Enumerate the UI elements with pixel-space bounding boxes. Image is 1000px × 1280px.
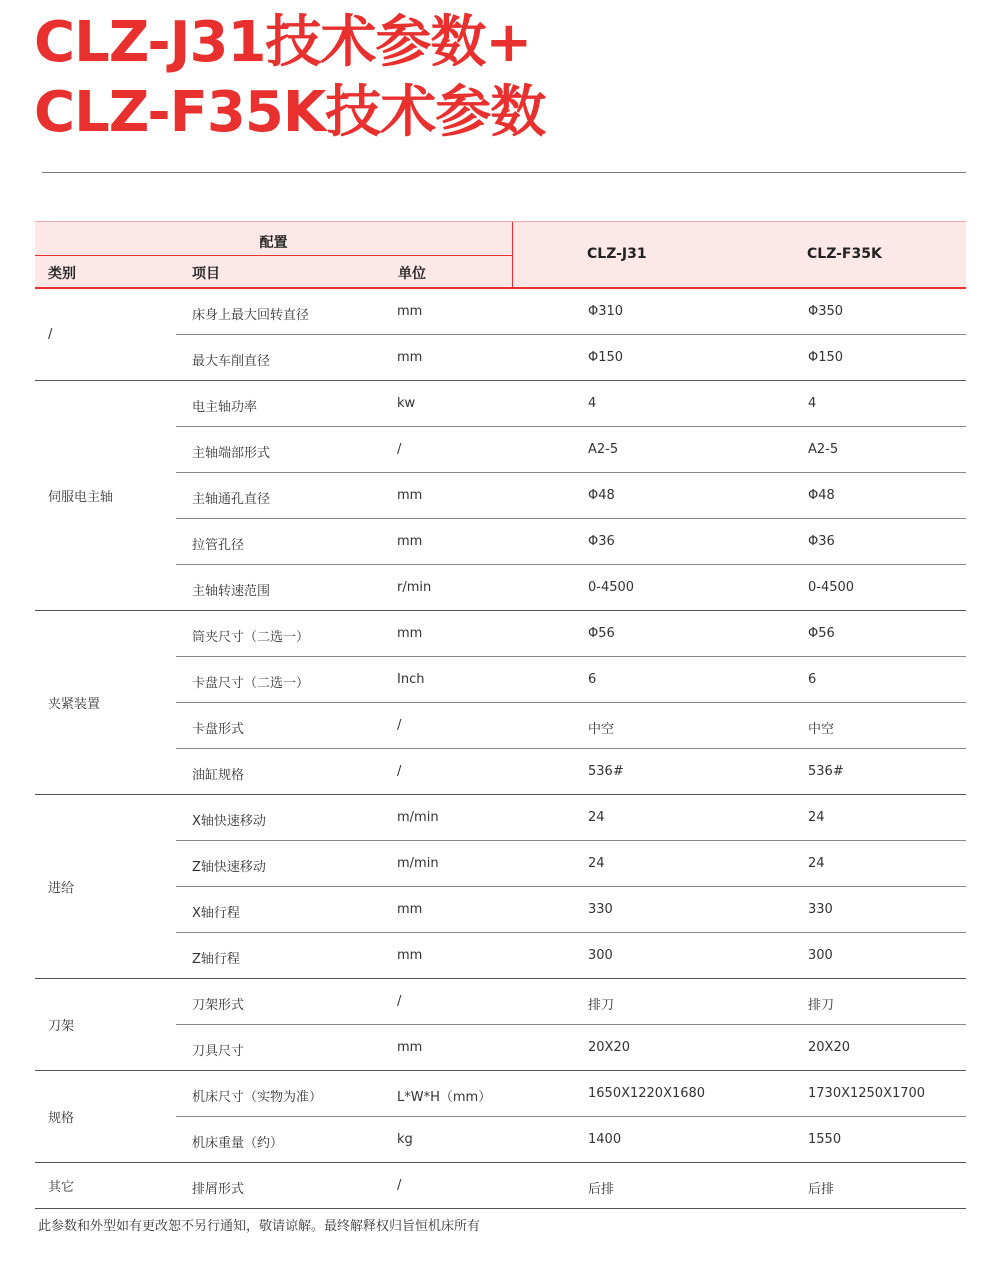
row-unit: mm bbox=[397, 1040, 423, 1055]
page-title-line-1: CLZ-J31技术参数+ bbox=[34, 10, 532, 75]
row-value-model-1: Φ56 bbox=[588, 626, 615, 641]
table-row bbox=[176, 473, 966, 519]
table-group bbox=[35, 979, 966, 1071]
row-value-model-1: Φ150 bbox=[588, 350, 624, 365]
row-value-model-2: 1550 bbox=[808, 1132, 842, 1147]
page-title-line-2: CLZ-F35K技术参数 bbox=[34, 80, 546, 145]
table-group bbox=[35, 1071, 966, 1163]
row-value-model-1: Φ36 bbox=[588, 534, 615, 549]
row-unit: mm bbox=[397, 902, 423, 917]
row-unit: m/min bbox=[397, 856, 439, 871]
row-value-model-1: 20X20 bbox=[588, 1040, 630, 1055]
group-category: 其它 bbox=[48, 1180, 75, 1195]
row-value-model-2: 中空 bbox=[808, 722, 835, 737]
page-title bbox=[34, 8, 545, 148]
row-item: 主轴通孔直径 bbox=[192, 492, 271, 507]
row-unit: mm bbox=[397, 304, 423, 319]
table-row bbox=[176, 933, 966, 978]
header-config: 配置 bbox=[259, 235, 288, 251]
group-category: 刀架 bbox=[48, 1019, 75, 1034]
row-item: 最大车削直径 bbox=[192, 354, 271, 369]
header-unit: 单位 bbox=[398, 266, 426, 282]
row-unit: Inch bbox=[397, 672, 425, 687]
row-value-model-2: 4 bbox=[808, 396, 817, 411]
row-value-model-1: 中空 bbox=[588, 722, 615, 737]
row-value-model-1: A2-5 bbox=[588, 442, 619, 457]
group-category: 夹紧装置 bbox=[48, 697, 101, 712]
table-row bbox=[176, 703, 966, 749]
row-value-model-1: 300 bbox=[588, 948, 613, 963]
row-unit: mm bbox=[397, 626, 423, 641]
row-value-model-2: 20X20 bbox=[808, 1040, 850, 1055]
group-category: 规格 bbox=[48, 1111, 75, 1126]
row-item: 主轴转速范围 bbox=[192, 584, 271, 599]
row-value-model-1: 24 bbox=[588, 810, 605, 825]
group-category: 进给 bbox=[48, 881, 75, 896]
table-row bbox=[176, 795, 966, 841]
table-group bbox=[35, 611, 966, 795]
row-value-model-2: Φ350 bbox=[808, 304, 844, 319]
row-unit: / bbox=[397, 1178, 402, 1193]
row-unit: / bbox=[397, 994, 402, 1009]
table-row bbox=[176, 1117, 966, 1162]
row-value-model-2: 排刀 bbox=[808, 998, 835, 1013]
row-item: 刀具尺寸 bbox=[192, 1044, 245, 1059]
table-group bbox=[35, 289, 966, 381]
table-row bbox=[176, 611, 966, 657]
row-unit: / bbox=[397, 764, 402, 779]
row-value-model-1: Φ48 bbox=[588, 488, 615, 503]
row-value-model-2: Φ36 bbox=[808, 534, 835, 549]
row-value-model-1: 后排 bbox=[588, 1182, 615, 1197]
table-row bbox=[176, 1163, 966, 1208]
row-item: 卡盘形式 bbox=[192, 722, 245, 737]
row-item: 主轴端部形式 bbox=[192, 446, 271, 461]
row-item: 筒夹尺寸（二选一） bbox=[192, 630, 310, 645]
row-unit: L*W*H（mm） bbox=[397, 1090, 492, 1105]
row-unit: mm bbox=[397, 350, 423, 365]
table-row bbox=[176, 335, 966, 380]
row-value-model-2: Φ48 bbox=[808, 488, 835, 503]
row-value-model-2: 24 bbox=[808, 810, 825, 825]
table-row bbox=[176, 657, 966, 703]
row-value-model-2: 1730X1250X1700 bbox=[808, 1086, 926, 1101]
row-value-model-1: 330 bbox=[588, 902, 613, 917]
row-value-model-2: 536# bbox=[808, 764, 844, 779]
table-row bbox=[176, 427, 966, 473]
row-item: Z轴快速移动 bbox=[192, 860, 266, 875]
row-item: Z轴行程 bbox=[192, 952, 240, 967]
table-row bbox=[176, 289, 966, 335]
table-row bbox=[176, 749, 966, 794]
row-value-model-1: 4 bbox=[588, 396, 597, 411]
row-value-model-2: 0-4500 bbox=[808, 580, 855, 595]
row-value-model-1: 0-4500 bbox=[588, 580, 635, 595]
table-row bbox=[176, 565, 966, 610]
header-divider bbox=[35, 255, 512, 256]
table-row bbox=[176, 979, 966, 1025]
table-header bbox=[35, 221, 966, 289]
row-unit: m/min bbox=[397, 810, 439, 825]
row-unit: kg bbox=[397, 1132, 413, 1147]
row-unit: / bbox=[397, 718, 402, 733]
row-unit: kw bbox=[397, 396, 416, 411]
table-group bbox=[35, 795, 966, 979]
header-model-1: CLZ-J31 bbox=[587, 246, 647, 262]
row-value-model-2: 6 bbox=[808, 672, 817, 687]
row-item: X轴快速移动 bbox=[192, 814, 266, 829]
row-item: X轴行程 bbox=[192, 906, 240, 921]
row-value-model-2: Φ56 bbox=[808, 626, 835, 641]
table-row bbox=[176, 887, 966, 933]
table-body bbox=[35, 289, 966, 1209]
row-item: 机床重量（约） bbox=[192, 1136, 284, 1151]
row-item: 刀架形式 bbox=[192, 998, 245, 1013]
table-row bbox=[176, 841, 966, 887]
row-value-model-2: A2-5 bbox=[808, 442, 839, 457]
row-value-model-1: 1400 bbox=[588, 1132, 622, 1147]
row-value-model-2: 300 bbox=[808, 948, 833, 963]
table-row bbox=[176, 1025, 966, 1070]
row-item: 卡盘尺寸（二选一） bbox=[192, 676, 310, 691]
row-value-model-2: 后排 bbox=[808, 1182, 835, 1197]
row-unit: mm bbox=[397, 948, 423, 963]
row-unit: mm bbox=[397, 488, 423, 503]
row-value-model-1: 排刀 bbox=[588, 998, 615, 1013]
row-value-model-1: 536# bbox=[588, 764, 624, 779]
row-value-model-1: 1650X1220X1680 bbox=[588, 1086, 706, 1101]
table-row bbox=[176, 381, 966, 427]
row-value-model-2: Φ150 bbox=[808, 350, 844, 365]
spec-table bbox=[35, 221, 966, 1209]
row-item: 机床尺寸（实物为准） bbox=[192, 1090, 323, 1105]
row-unit: r/min bbox=[397, 580, 432, 595]
row-value-model-1: Φ310 bbox=[588, 304, 624, 319]
footnote: 此参数和外型如有更改恕不另行通知，敬请谅解。最终解释权归旨恒机床所有 bbox=[38, 1219, 481, 1234]
row-item: 排屑形式 bbox=[192, 1182, 245, 1197]
row-unit: mm bbox=[397, 534, 423, 549]
table-row bbox=[176, 1071, 966, 1117]
row-item: 电主轴功率 bbox=[192, 400, 258, 415]
row-item: 床身上最大回转直径 bbox=[192, 308, 310, 323]
group-category: 伺服电主轴 bbox=[48, 490, 114, 505]
group-category: / bbox=[48, 327, 53, 342]
header-item: 项目 bbox=[192, 266, 220, 282]
row-value-model-1: 6 bbox=[588, 672, 597, 687]
row-value-model-1: 24 bbox=[588, 856, 605, 871]
table-group bbox=[35, 1163, 966, 1209]
row-value-model-2: 24 bbox=[808, 856, 825, 871]
title-divider bbox=[42, 172, 966, 173]
row-item: 油缸规格 bbox=[192, 768, 245, 783]
header-category: 类别 bbox=[48, 266, 76, 282]
row-unit: / bbox=[397, 442, 402, 457]
table-row bbox=[176, 519, 966, 565]
row-item: 拉管孔径 bbox=[192, 538, 245, 553]
row-value-model-2: 330 bbox=[808, 902, 833, 917]
header-model-2: CLZ-F35K bbox=[807, 246, 882, 262]
table-group bbox=[35, 381, 966, 611]
